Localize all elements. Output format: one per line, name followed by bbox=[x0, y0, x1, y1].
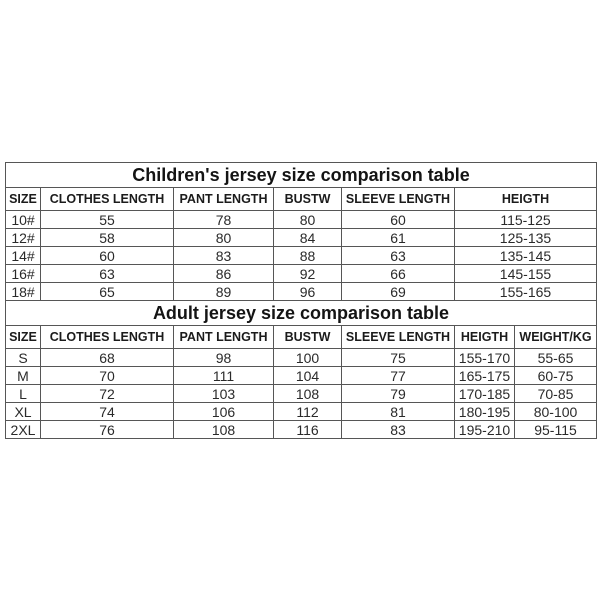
table-row bbox=[6, 188, 597, 211]
table-cell: 55-65 bbox=[515, 349, 597, 367]
table-cell: 81 bbox=[342, 403, 455, 421]
table-cell: 78 bbox=[174, 211, 274, 229]
column-header-sleeve-length: SLEEVE LENGTH bbox=[342, 188, 455, 211]
table-cell: 86 bbox=[174, 265, 274, 283]
table-cell: 96 bbox=[274, 283, 342, 301]
table-row bbox=[6, 385, 597, 403]
table-cell: 72 bbox=[41, 385, 174, 403]
table-cell: S bbox=[6, 349, 41, 367]
column-header-pant-length: PANT LENGTH bbox=[174, 326, 274, 349]
table-cell: 155-170 bbox=[455, 349, 515, 367]
table-row bbox=[6, 211, 597, 229]
table-cell: 89 bbox=[174, 283, 274, 301]
table-cell: 60 bbox=[342, 211, 455, 229]
table-row bbox=[6, 403, 597, 421]
table-cell: 69 bbox=[342, 283, 455, 301]
table-cell: 92 bbox=[274, 265, 342, 283]
column-header-bustw: BUSTW bbox=[274, 188, 342, 211]
table-cell: 63 bbox=[41, 265, 174, 283]
column-header-size: SIZE bbox=[6, 188, 41, 211]
table-cell: 83 bbox=[174, 247, 274, 265]
table-cell: 79 bbox=[342, 385, 455, 403]
table-cell: 88 bbox=[274, 247, 342, 265]
table-cell: 2XL bbox=[6, 421, 41, 439]
table-cell: 14# bbox=[6, 247, 41, 265]
table-cell: 63 bbox=[342, 247, 455, 265]
jersey-size-chart-table bbox=[5, 162, 597, 439]
table-cell: 115-125 bbox=[455, 211, 597, 229]
table-row bbox=[6, 367, 597, 385]
column-header-bustw: BUSTW bbox=[274, 326, 342, 349]
table-cell: 16# bbox=[6, 265, 41, 283]
column-header-clothes-length: CLOTHES LENGTH bbox=[41, 188, 174, 211]
table-row bbox=[6, 229, 597, 247]
table-cell: 80-100 bbox=[515, 403, 597, 421]
table-cell: 77 bbox=[342, 367, 455, 385]
table-cell: 112 bbox=[274, 403, 342, 421]
table-cell: 70-85 bbox=[515, 385, 597, 403]
column-header-size: SIZE bbox=[6, 326, 41, 349]
table-cell: 74 bbox=[41, 403, 174, 421]
table-row bbox=[6, 247, 597, 265]
adult-table-title: Adult jersey size comparison table bbox=[6, 301, 597, 326]
table-cell: 60-75 bbox=[515, 367, 597, 385]
table-cell: 68 bbox=[41, 349, 174, 367]
children-table-title: Children's jersey size comparison table bbox=[6, 163, 597, 188]
table-cell: 84 bbox=[274, 229, 342, 247]
table-cell: 65 bbox=[41, 283, 174, 301]
column-header-clothes-length: CLOTHES LENGTH bbox=[41, 326, 174, 349]
table-cell: 10# bbox=[6, 211, 41, 229]
table-cell: 83 bbox=[342, 421, 455, 439]
column-header-weight-kg: WEIGHT/KG bbox=[515, 326, 597, 349]
table-cell: L bbox=[6, 385, 41, 403]
table-row bbox=[6, 326, 597, 349]
table-cell: 95-115 bbox=[515, 421, 597, 439]
table-cell: 195-210 bbox=[455, 421, 515, 439]
table-cell: 55 bbox=[41, 211, 174, 229]
table-cell: 170-185 bbox=[455, 385, 515, 403]
table-cell: 12# bbox=[6, 229, 41, 247]
table-cell: XL bbox=[6, 403, 41, 421]
table-cell: 18# bbox=[6, 283, 41, 301]
table-cell: 76 bbox=[41, 421, 174, 439]
table-cell: 103 bbox=[174, 385, 274, 403]
table-cell: 80 bbox=[174, 229, 274, 247]
table-cell: 165-175 bbox=[455, 367, 515, 385]
column-header-heigth: HEIGTH bbox=[455, 188, 597, 211]
table-cell: 98 bbox=[174, 349, 274, 367]
column-header-pant-length: PANT LENGTH bbox=[174, 188, 274, 211]
table-cell: 135-145 bbox=[455, 247, 597, 265]
table-row bbox=[6, 163, 597, 188]
column-header-sleeve-length: SLEEVE LENGTH bbox=[342, 326, 455, 349]
table-cell: 58 bbox=[41, 229, 174, 247]
table-cell: 108 bbox=[174, 421, 274, 439]
table-cell: 116 bbox=[274, 421, 342, 439]
table-cell: 66 bbox=[342, 265, 455, 283]
table-cell: 108 bbox=[274, 385, 342, 403]
table-cell: 155-165 bbox=[455, 283, 597, 301]
table-cell: 104 bbox=[274, 367, 342, 385]
table-cell: 75 bbox=[342, 349, 455, 367]
table-cell: 180-195 bbox=[455, 403, 515, 421]
table-cell: 70 bbox=[41, 367, 174, 385]
table-cell: 106 bbox=[174, 403, 274, 421]
table-cell: 60 bbox=[41, 247, 174, 265]
table-cell: 125-135 bbox=[455, 229, 597, 247]
table-row bbox=[6, 301, 597, 326]
table-row bbox=[6, 265, 597, 283]
table-cell: M bbox=[6, 367, 41, 385]
table-cell: 80 bbox=[274, 211, 342, 229]
table-row bbox=[6, 421, 597, 439]
table-cell: 111 bbox=[174, 367, 274, 385]
table-row bbox=[6, 349, 597, 367]
column-header-heigth: HEIGTH bbox=[455, 326, 515, 349]
table-cell: 61 bbox=[342, 229, 455, 247]
table-row bbox=[6, 283, 597, 301]
table-cell: 100 bbox=[274, 349, 342, 367]
table-cell: 145-155 bbox=[455, 265, 597, 283]
